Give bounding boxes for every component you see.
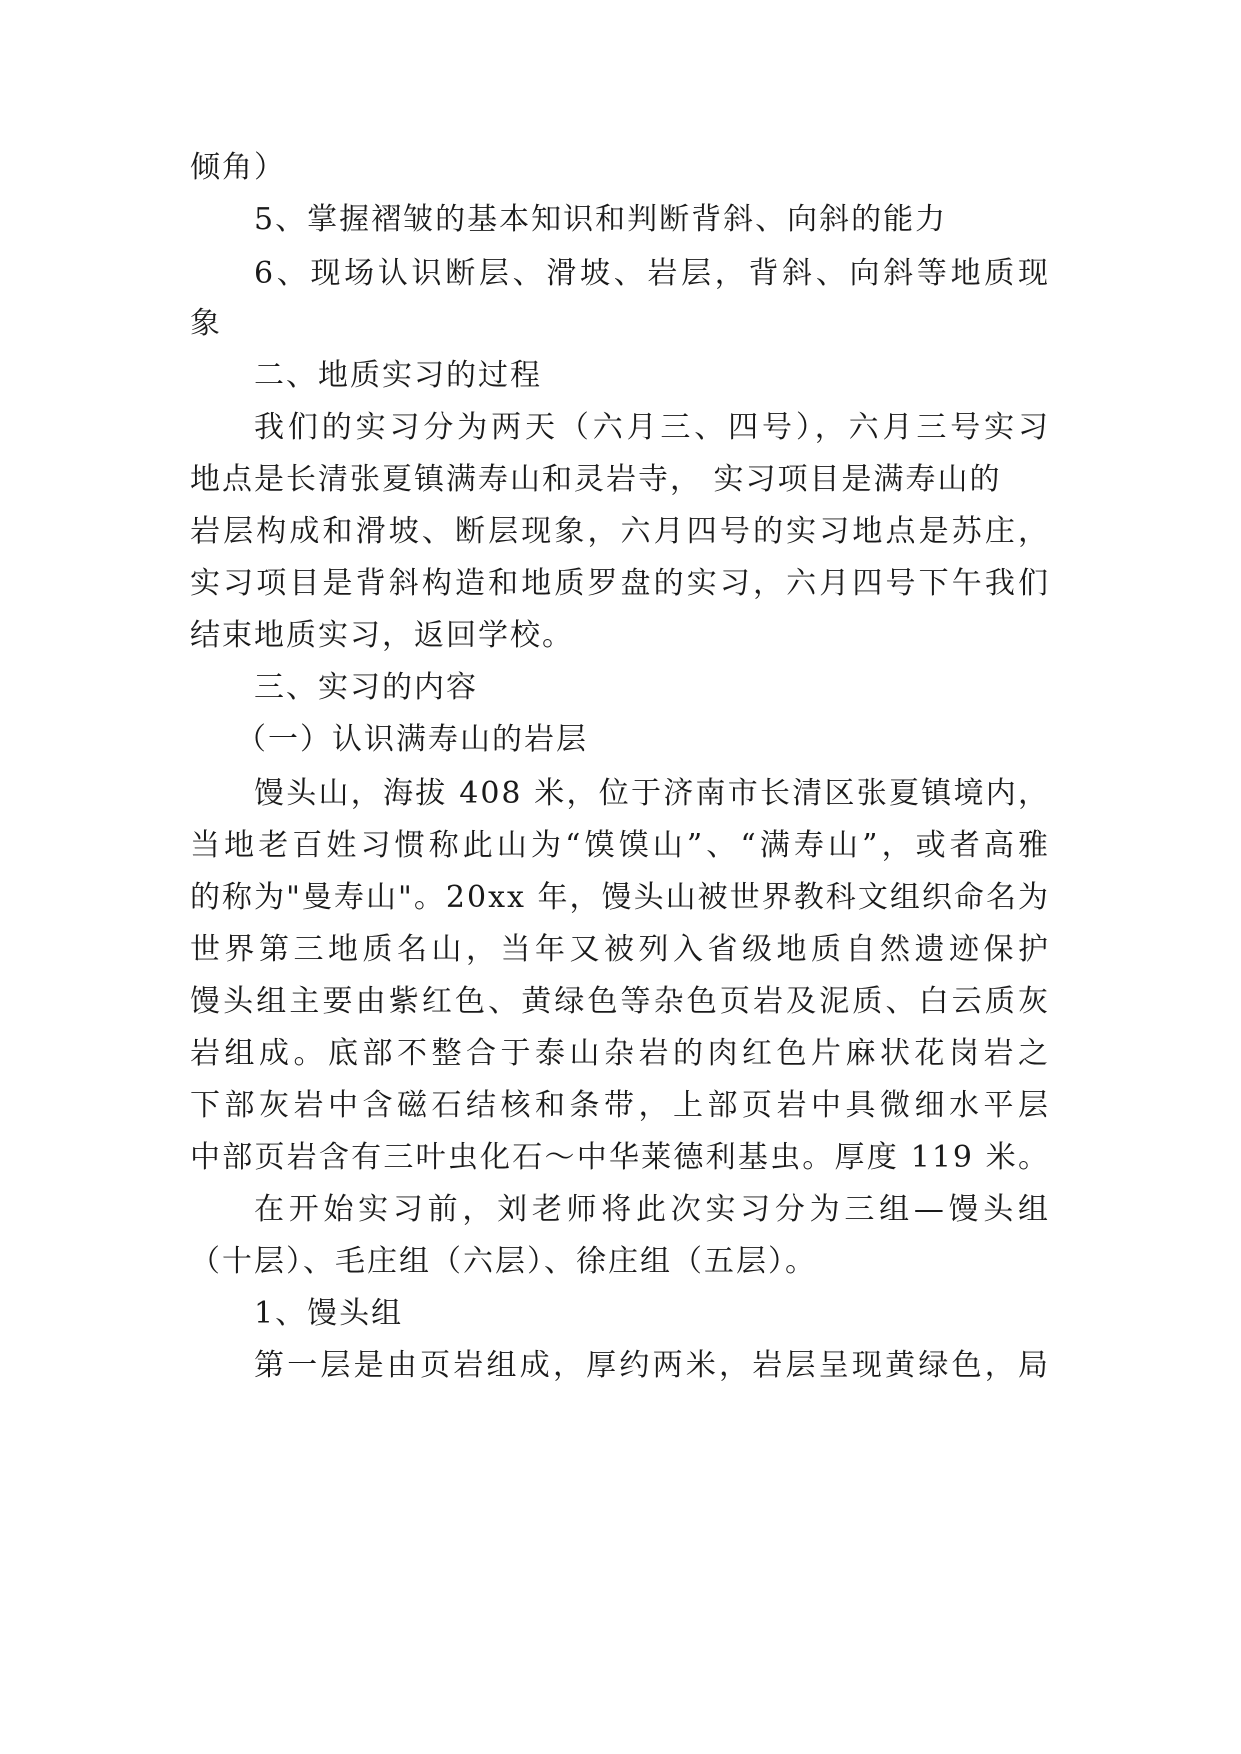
text-line: 实习项目是背斜构造和地质罗盘的实习，六月四号下午我们 bbox=[190, 566, 1050, 601]
text-line: 岩层构成和滑坡、断层现象，六月四号的实习地点是苏庄， bbox=[190, 514, 1050, 549]
text-line: 在开始实习前，刘老师将此次实习分为三组—馒头组 bbox=[254, 1192, 1050, 1227]
text-line: 世界第三地质名山，当年又被列入省级地质自然遗迹保护 bbox=[190, 932, 1050, 967]
text-line: 象 bbox=[190, 306, 222, 341]
section-heading: 三、实习的内容 bbox=[254, 670, 478, 705]
subsection-heading: 1、馒头组 bbox=[254, 1296, 404, 1331]
text-line: 6、现场认识断层、滑坡、岩层，背斜、向斜等地质现 bbox=[254, 256, 1050, 291]
text-line: 下部灰岩中含磁石结核和条带，上部页岩中具微细水平层 bbox=[190, 1088, 1050, 1123]
text-line: 当地老百姓习惯称此山为“馍馍山”、“满寿山”，或者高雅 bbox=[190, 828, 1050, 863]
text-line: 馒头山，海拔 408 米，位于济南市长清区张夏镇境内， bbox=[254, 776, 1050, 811]
text-line: 地点是长清张夏镇满寿山和灵岩寺， 实习项目是满寿山的 bbox=[190, 462, 1002, 497]
text-line: 中部页岩含有三叶虫化石～中华莱德利基虫。厚度 119 米。 bbox=[190, 1140, 1050, 1175]
text-line: （十层）、毛庄组（六层）、徐庄组（五层）。 bbox=[190, 1244, 817, 1279]
text-line: 倾角） bbox=[190, 150, 286, 185]
text-line: 5、掌握褶皱的基本知识和判断背斜、向斜的能力 bbox=[254, 202, 948, 237]
text-line: 岩组成。底部不整合于泰山杂岩的肉红色片麻状花岗岩之 bbox=[190, 1036, 1050, 1071]
text-line: 我们的实习分为两天（六月三、四号），六月三号实习 bbox=[254, 410, 1050, 445]
subsection-heading: （一）认识满寿山的岩层 bbox=[236, 722, 588, 757]
section-heading: 二、地质实习的过程 bbox=[254, 358, 542, 393]
text-line: 结束地质实习，返回学校。 bbox=[190, 618, 574, 653]
text-line: 第一层是由页岩组成，厚约两米，岩层呈现黄绿色，局 bbox=[254, 1348, 1050, 1383]
text-line: 的称为"曼寿山"。20xx 年，馒头山被世界教科文组织命名为 bbox=[190, 880, 1050, 915]
text-line: 馒头组主要由紫红色、黄绿色等杂色页岩及泥质、白云质灰 bbox=[190, 984, 1050, 1019]
